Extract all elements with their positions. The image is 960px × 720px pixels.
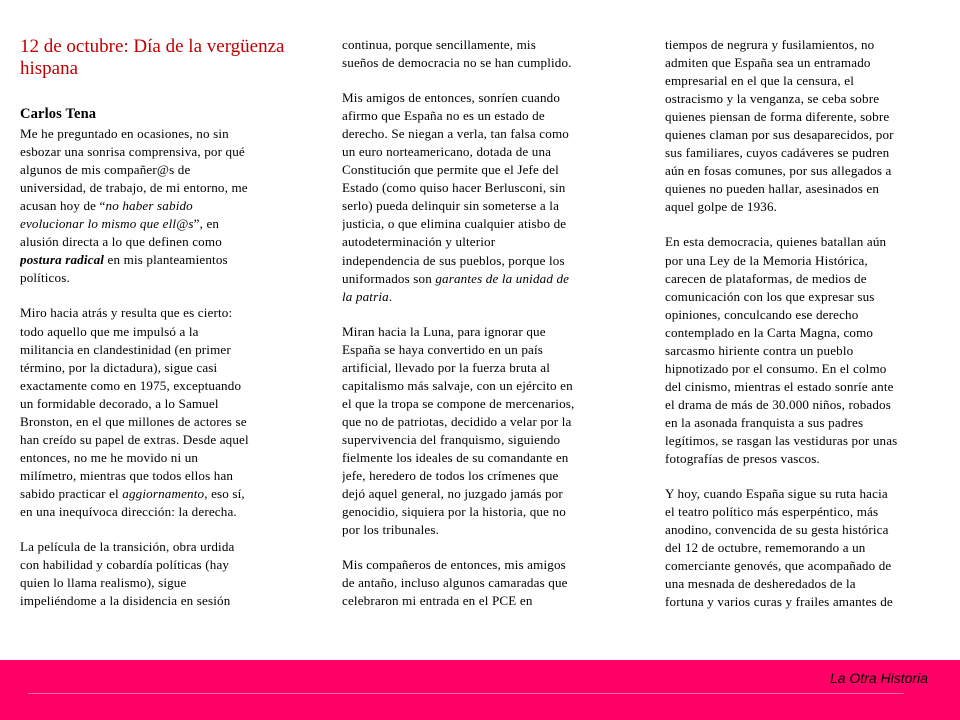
column-3 [665,36,945,636]
text-line: exactamente como en 1975, exceptuando [20,377,242,393]
author-name: Carlos Tena [20,106,97,122]
text-line: por una Ley de la Memoria Histórica, [665,252,868,268]
text-line: aquel golpe de 1936. [665,199,778,215]
text-line: entonces, no me he movido ni un [20,449,199,465]
text-line: del cinismo, mientras el estado sonríe ante [665,378,894,394]
text-line: artificial, llevado por la fuerza bruta al [342,359,551,375]
text-line: esbozar una sonrisa comprensiva, por qué [20,144,245,160]
text-run: uniformados son [342,270,436,286]
text-line: fielmente los ideales de su comandante en [342,449,569,465]
text-line: un euro norteamericano, dotada de una [342,144,552,160]
text-line: aún en fosas comunes, por sus allegados a [665,163,892,179]
text-line: Y hoy, cuando España sigue su ruta hacia [665,486,888,502]
title-line: hispana [20,57,79,79]
text-line: término, por la dictadura), sigue casi [20,359,218,375]
text-line: algunos de mis compañer@s de [20,162,191,178]
text-line: quienes no pueden hallar, asesinados en [665,181,880,197]
text-line: Miran hacia la Luna, para ignorar que [342,323,546,339]
paragraph [665,485,945,611]
footer-divider [28,693,904,694]
text-line: sarcasmo hiriente contra un pueblo [665,342,854,358]
text-line: Estado (como quiso hacer Berlusconi, sin [342,180,566,196]
paragraph [342,36,618,72]
paragraph [665,36,945,216]
text-line: Miro hacia atrás y resulta que es cierto: [20,305,233,321]
text-line: jefe, heredero de todos los crímenes que [342,468,559,484]
text-line: independencia de sus pueblos, porque los [342,252,565,268]
text-line: militancia en clandestinidad (en primer [20,341,231,357]
paragraph [342,556,618,610]
column-2 [342,36,618,636]
text-line: Mis compañeros de entonces, mis amigos [342,557,566,573]
text-line: sus familiares, cuyos cadáveres se pudren [665,145,890,161]
text-line: quienes claman por sus desaparecidos, por [665,127,894,143]
text-line: en una inequívoca dirección: la derecha. [20,503,237,519]
text-line: autodeterminación y ulterior [342,234,496,250]
text-line: han creído su papel de extras. Desde aquel [20,431,249,447]
text-line: Constitución que permite que el Jefe del [342,162,559,178]
text-line: afirmo que España no es un estado de [342,108,545,124]
text-line: milímetro, mientras que todos ellos han [20,467,234,483]
title-line: 12 de octubre: Día de la vergüenza [20,36,285,57]
paragraph [20,304,296,521]
text-line: alusión directa a lo que definen como [20,234,222,250]
quote-italic: evolucionar lo mismo que ell@s [20,216,194,232]
text-line: La película de la transición, obra urdida [20,539,235,555]
text-line: derecho. Se niegan a verla, tan falsa como [342,126,569,142]
text-line: dejó aquel general, no juzgado jamás por [342,486,563,502]
text-line: quien lo llama realismo), sigue [20,575,187,591]
text-line [20,251,296,269]
text-line [20,215,296,233]
italic-term: aggiornamento, [122,485,208,501]
text-line: Mis amigos de entonces, sonríen cuando [342,90,561,106]
text-line: una mesnada de desheredados de la [665,576,856,592]
paragraph [342,89,618,306]
text-line: quienes piensan de forma diferente, sobre [665,109,890,125]
text-line: el teatro político más esperpéntico, más [665,504,879,520]
paragraph [20,125,296,287]
italic-phrase: garantes de la unidad de [435,270,570,286]
column-1 [20,36,296,636]
text-run: acusan hoy de “ [20,198,106,214]
paragraph [20,538,296,610]
article-title [20,36,296,79]
text-run: sabido practicar el [20,485,123,501]
text-line: En esta democracia, quienes batallan aún [665,234,887,250]
text-line: todo aquello que me impulsó a la [20,323,199,339]
text-line: universidad, de trabajo, de mi entorno, me [20,180,248,196]
text-line: admiten que España sea un entramado [665,55,871,71]
text-line: capitalismo más salvaje, con un ejército en [342,377,573,393]
text-line: continua, porque sencillamente, mis [342,37,536,52]
text-line [20,485,296,503]
footer-bar [0,660,960,720]
text-line: que no de patriotas, decidido a velar por la [342,413,572,429]
text-line: comerciante genovés, que acompañado de [665,558,892,574]
emphasis-bold-italic: postura radical [20,252,105,268]
text-run: en mis planteamientos [104,252,228,268]
text-line: anodino, convencida de su gesta histórica [665,522,889,538]
quote-italic: no haber sabido [105,198,193,214]
footer-label: La Otra Historia [829,670,928,686]
text-line: en la asonada franquista a sus padres [665,414,864,430]
text-line: del 12 de octubre, rememorando a un [665,540,866,556]
paragraph [665,233,945,468]
text-line: empresarial en el que la censura, el [665,73,854,89]
text-line [342,288,618,306]
text-line: fortuna y varios curas y frailes amantes de [665,594,893,610]
text-line: políticos. [20,270,70,286]
text-line: supervivencia del franquismo, siguiendo [342,431,561,447]
italic-phrase: la patria [342,288,389,304]
text-line: justicia, o que elimina cualquier atisbo de [342,216,567,232]
text-line: sueños de democracia no se han cumplido. [342,55,572,71]
text-line: un formidable decorado, a lo Samuel [20,395,219,411]
text-line: ostracismo y la venganza, se ceba sobre [665,91,880,107]
text-line: tiempos de negrura y fusilamientos, no [665,37,875,52]
text-line: celebraron mi entrada en el PCE en [342,593,533,609]
text-line: con habilidad y cobardía políticas (hay [20,557,230,573]
text-line: fotografías de presos vascos. [665,451,820,467]
text-line: contemplado en la Carta Magna, como [665,324,874,340]
text-line: genocidio, siquiera por la historia, que no [342,504,566,520]
paragraph [342,323,618,540]
text-run: . [388,288,393,304]
text-line: comunicación con los que expresar sus [665,288,875,304]
text-line: de antaño, incluso algunos camaradas que [342,575,568,591]
text-line: hipnotizado por el consumo. En el colmo [665,360,887,376]
text-line: legítimos, se rasgan las vestiduras por unas [665,432,898,448]
text-line: el que la tropa se compone de mercenarios, [342,395,575,411]
text-line: carecen de plataformas, de medios de [665,270,867,286]
text-line: por los tribunales. [342,522,440,538]
text-line: España se haya convertido en un país [342,341,544,357]
text-line: opiniones, conculcando ese derecho [665,306,859,322]
text-line: Me he preguntado en ocasiones, no sin [20,126,229,142]
text-line: el drama de más de 30.000 niños, robados [665,396,891,412]
text-line: impeliéndome a la disidencia en sesión [20,593,231,609]
text-line: Bronston, en el que millones de actores se [20,413,247,429]
text-run: eso sí, [207,485,245,501]
text-line: serlo) pueda delinquir sin someterse a la [342,198,560,214]
text-line [20,197,296,215]
text-line [342,270,618,288]
text-run: ”, en [193,216,220,232]
